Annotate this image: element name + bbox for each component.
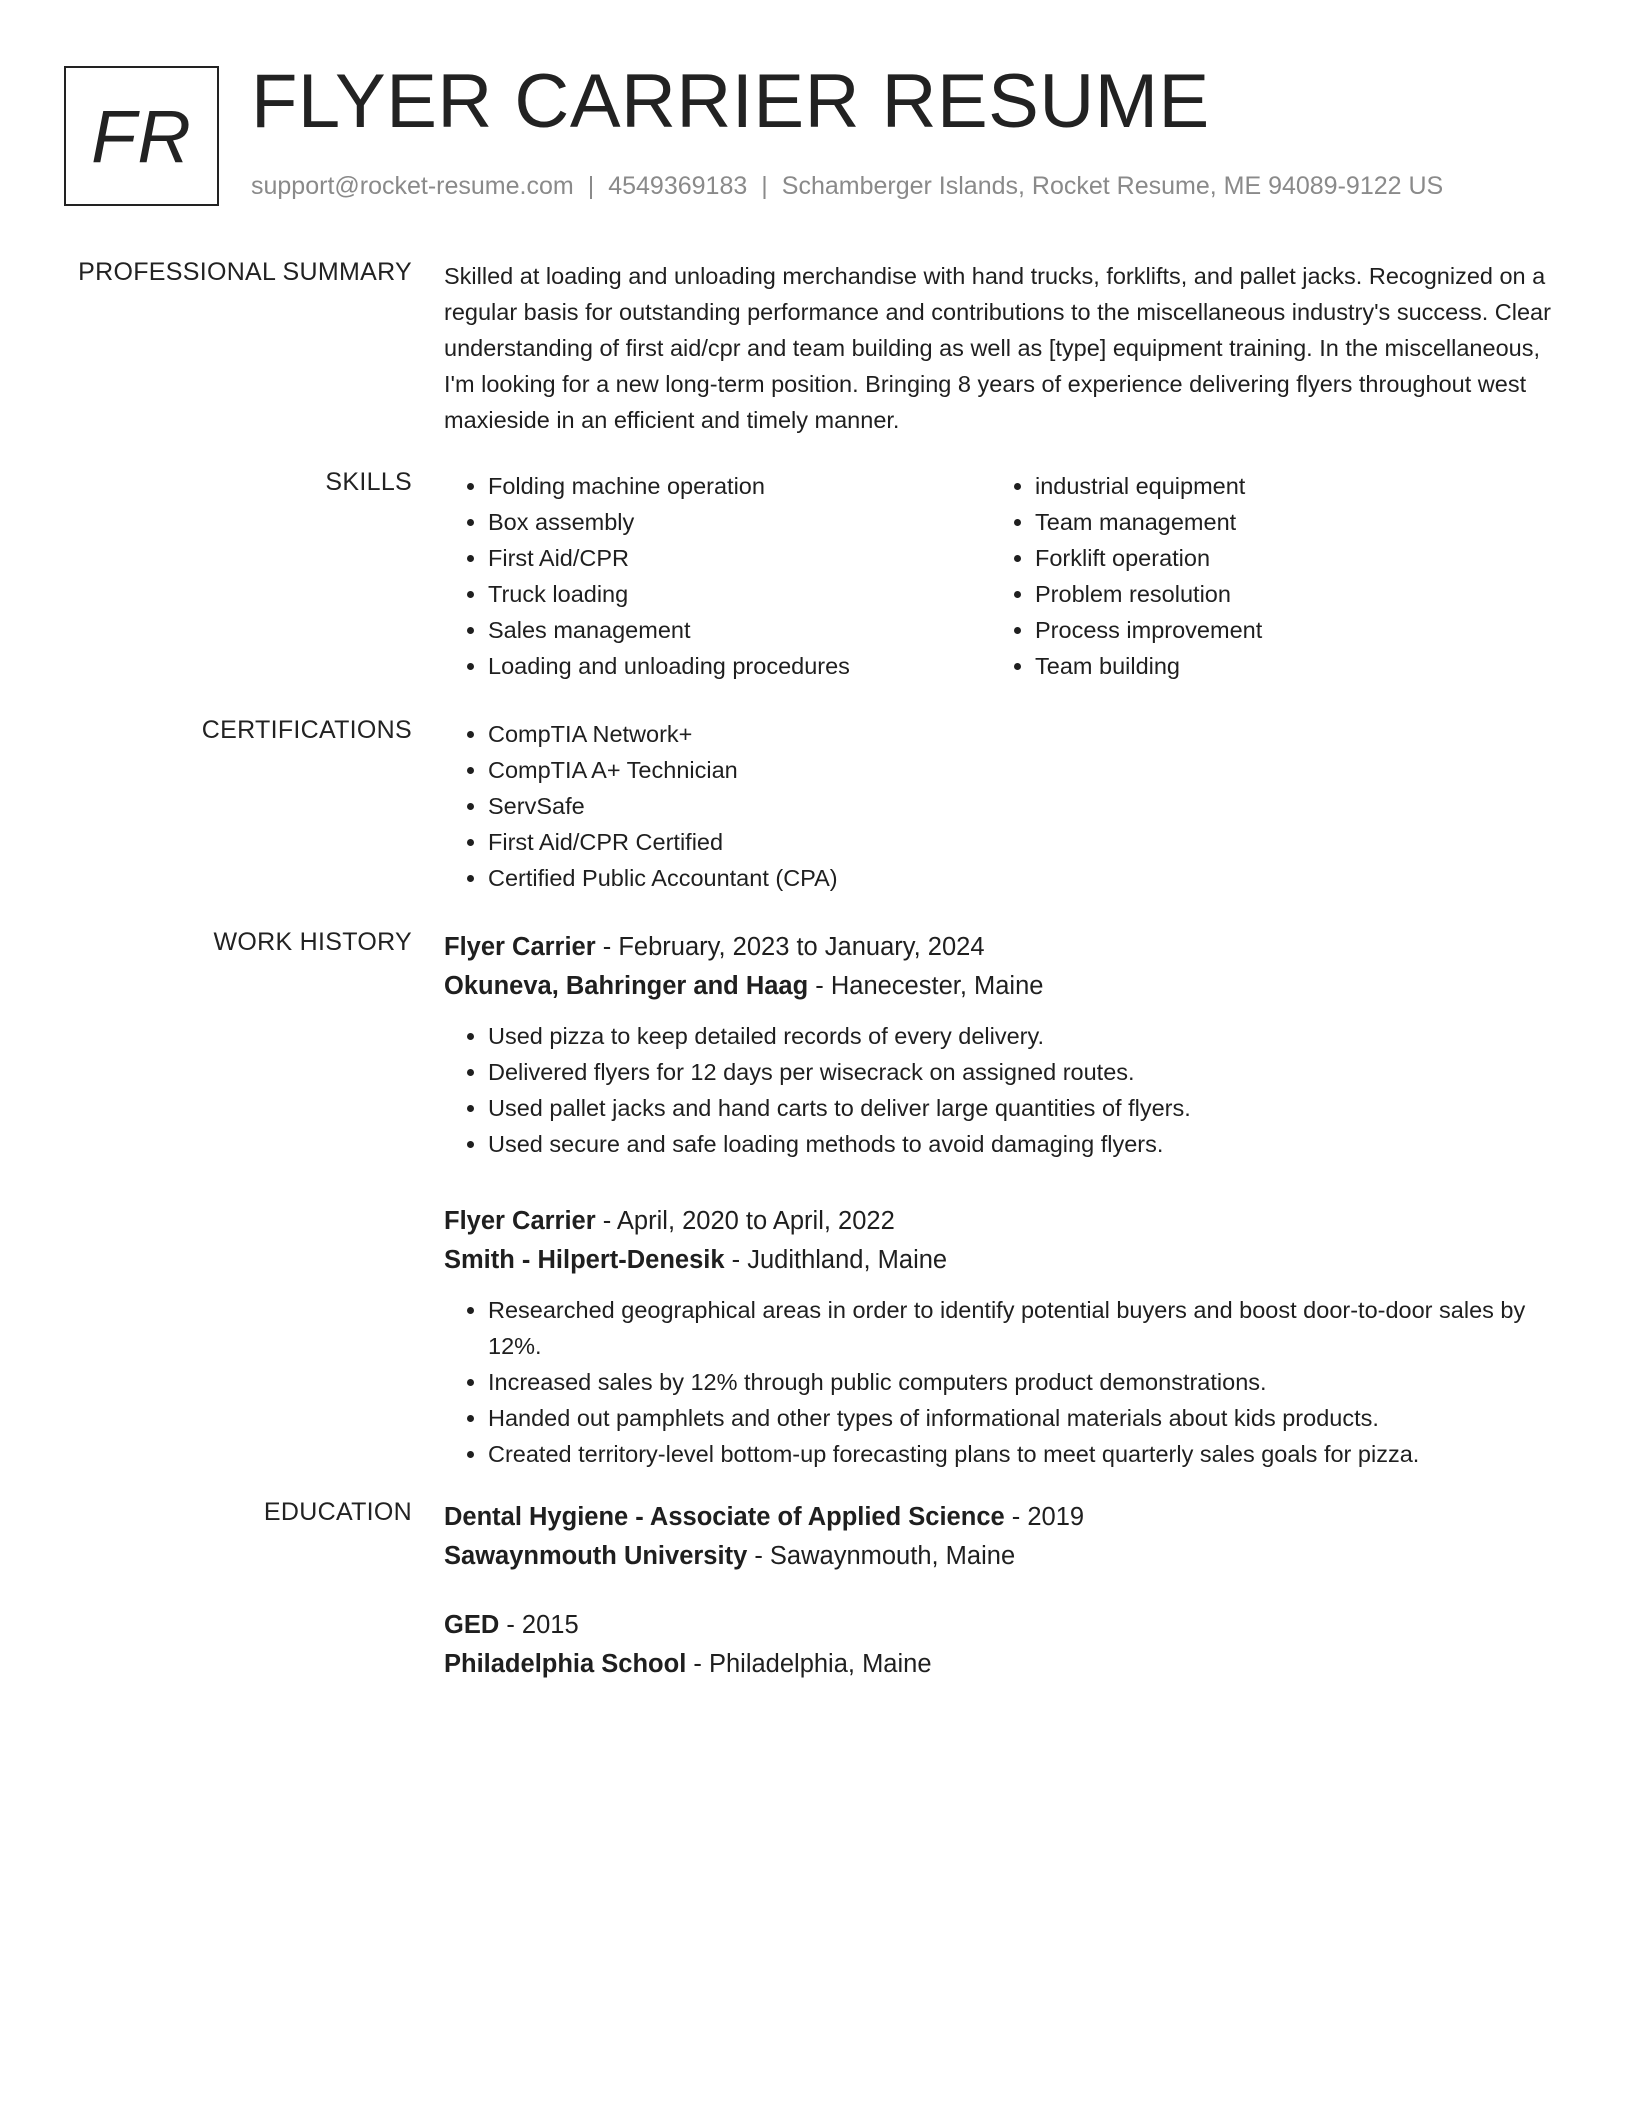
education-entry <box>444 1498 1554 1576</box>
certifications-body <box>444 716 1554 896</box>
contact-separator: | <box>587 172 595 200</box>
education-year: - 2015 <box>499 1611 579 1639</box>
education-degree-line <box>444 1606 1554 1645</box>
job-company: Okuneva, Bahringer and Haag <box>444 972 809 1000</box>
skill-item: • Problem resolution <box>1035 576 1538 612</box>
job-title: Flyer Carrier <box>444 1207 596 1235</box>
section-heading-skills: SKILLS <box>325 468 412 496</box>
contact-line <box>251 172 1443 201</box>
skill-item: • Sales management <box>488 612 991 648</box>
skills-list-left <box>444 468 991 684</box>
section-heading-work-history: WORK HISTORY <box>213 928 412 956</box>
certification-item: • CompTIA A+ Technician <box>488 752 1554 788</box>
certifications-list <box>444 716 1554 896</box>
work-history-body <box>444 928 1554 1512</box>
job-title-line <box>444 928 1554 967</box>
job-title-line <box>444 1202 1554 1241</box>
job-title: Flyer Carrier <box>444 933 596 961</box>
skill-item: • Team management <box>1035 504 1538 540</box>
job-location: - Judithland, Maine <box>724 1246 948 1274</box>
job-company: Smith - Hilpert-Denesik <box>444 1246 725 1274</box>
skills-list-right <box>991 468 1538 684</box>
job-duty: • Researched geographical areas in order to identify potential buyers and boost door-to-door sales by 12%. <box>488 1292 1554 1364</box>
job-duty: • Increased sales by 12% through public computers product demonstrations. <box>488 1364 1554 1400</box>
job-company-line <box>444 967 1554 1006</box>
job-location: - Hanecester, Maine <box>808 972 1044 1000</box>
education-location: - Sawaynmouth, Maine <box>747 1542 1016 1570</box>
education-degree-line <box>444 1498 1554 1537</box>
skill-item: • industrial equipment <box>1035 468 1538 504</box>
education-degree: GED <box>444 1611 500 1639</box>
education-school: Sawaynmouth University <box>444 1542 748 1570</box>
job-entry <box>444 1202 1554 1472</box>
contact-phone: 4549369183 <box>608 172 748 200</box>
education-location: - Philadelphia, Maine <box>686 1650 932 1678</box>
job-dates: - February, 2023 to January, 2024 <box>595 933 985 961</box>
skill-item: • Team building <box>1035 648 1538 684</box>
resume-title: FLYER CARRIER RESUME <box>251 59 1210 144</box>
contact-address: Schamberger Islands, Rocket Resume, ME 94089-9122 US <box>781 172 1444 200</box>
job-duty: • Delivered flyers for 12 days per wisecrack on assigned routes. <box>488 1054 1554 1090</box>
skill-item: • First Aid/CPR <box>488 540 991 576</box>
job-duty: • Used secure and safe loading methods to avoid damaging flyers. <box>488 1126 1554 1162</box>
skill-item: • Loading and unloading procedures <box>488 648 991 684</box>
certification-item: • First Aid/CPR Certified <box>488 824 1554 860</box>
job-duty: • Handed out pamphlets and other types of informational materials about kids products. <box>488 1400 1554 1436</box>
contact-email: support@rocket-resume.com <box>251 172 574 200</box>
skills-body <box>444 468 1554 684</box>
job-duty: • Used pallet jacks and hand carts to deliver large quantities of flyers. <box>488 1090 1554 1126</box>
skill-item: • Truck loading <box>488 576 991 612</box>
certification-item: • CompTIA Network+ <box>488 716 1554 752</box>
education-entry <box>444 1606 1554 1684</box>
skill-item: • Process improvement <box>1035 612 1538 648</box>
monogram-box <box>64 66 219 206</box>
skills-columns <box>444 468 1554 684</box>
education-school-line <box>444 1537 1554 1576</box>
education-body <box>444 1498 1554 1714</box>
summary-text: Skilled at loading and unloading merchandise with hand trucks, forklifts, and pallet jacks. Recognized on a regular basis for outstanding performance and contributions to the miscellaneous industry's success. Clear understanding of first aid/cpr and team building as well as [type] equipment training. In the miscellaneous, I'm looking for a new long-term position. Bringing 8 years of experience delivering flyers throughout west maxieside in an efficient and timely manner. <box>444 263 1551 433</box>
job-entry <box>444 928 1554 1162</box>
skill-item: • Box assembly <box>488 504 991 540</box>
job-duties-list <box>444 1292 1554 1472</box>
education-school: Philadelphia School <box>444 1650 687 1678</box>
job-company-line <box>444 1241 1554 1280</box>
job-duty: • Used pizza to keep detailed records of every delivery. <box>488 1018 1554 1054</box>
job-duty: • Created territory-level bottom-up forecasting plans to meet quarterly sales goals for pizza. <box>488 1436 1554 1472</box>
section-heading-education: EDUCATION <box>263 1498 412 1526</box>
monogram-initials: FR <box>91 94 192 178</box>
education-school-line <box>444 1645 1554 1684</box>
section-heading-certifications: CERTIFICATIONS <box>201 716 412 744</box>
contact-separator: | <box>761 172 768 200</box>
certification-item: • ServSafe <box>488 788 1554 824</box>
education-degree: Dental Hygiene - Associate of Applied Science <box>444 1503 1005 1531</box>
job-duties-list <box>444 1018 1554 1162</box>
skill-item: • Folding machine operation <box>488 468 991 504</box>
certification-item: • Certified Public Accountant (CPA) <box>488 860 1554 896</box>
education-year: - 2019 <box>1004 1503 1085 1531</box>
job-dates: - April, 2020 to April, 2022 <box>595 1207 895 1235</box>
section-heading-summary: PROFESSIONAL SUMMARY <box>78 258 412 286</box>
skill-item: • Forklift operation <box>1035 540 1538 576</box>
